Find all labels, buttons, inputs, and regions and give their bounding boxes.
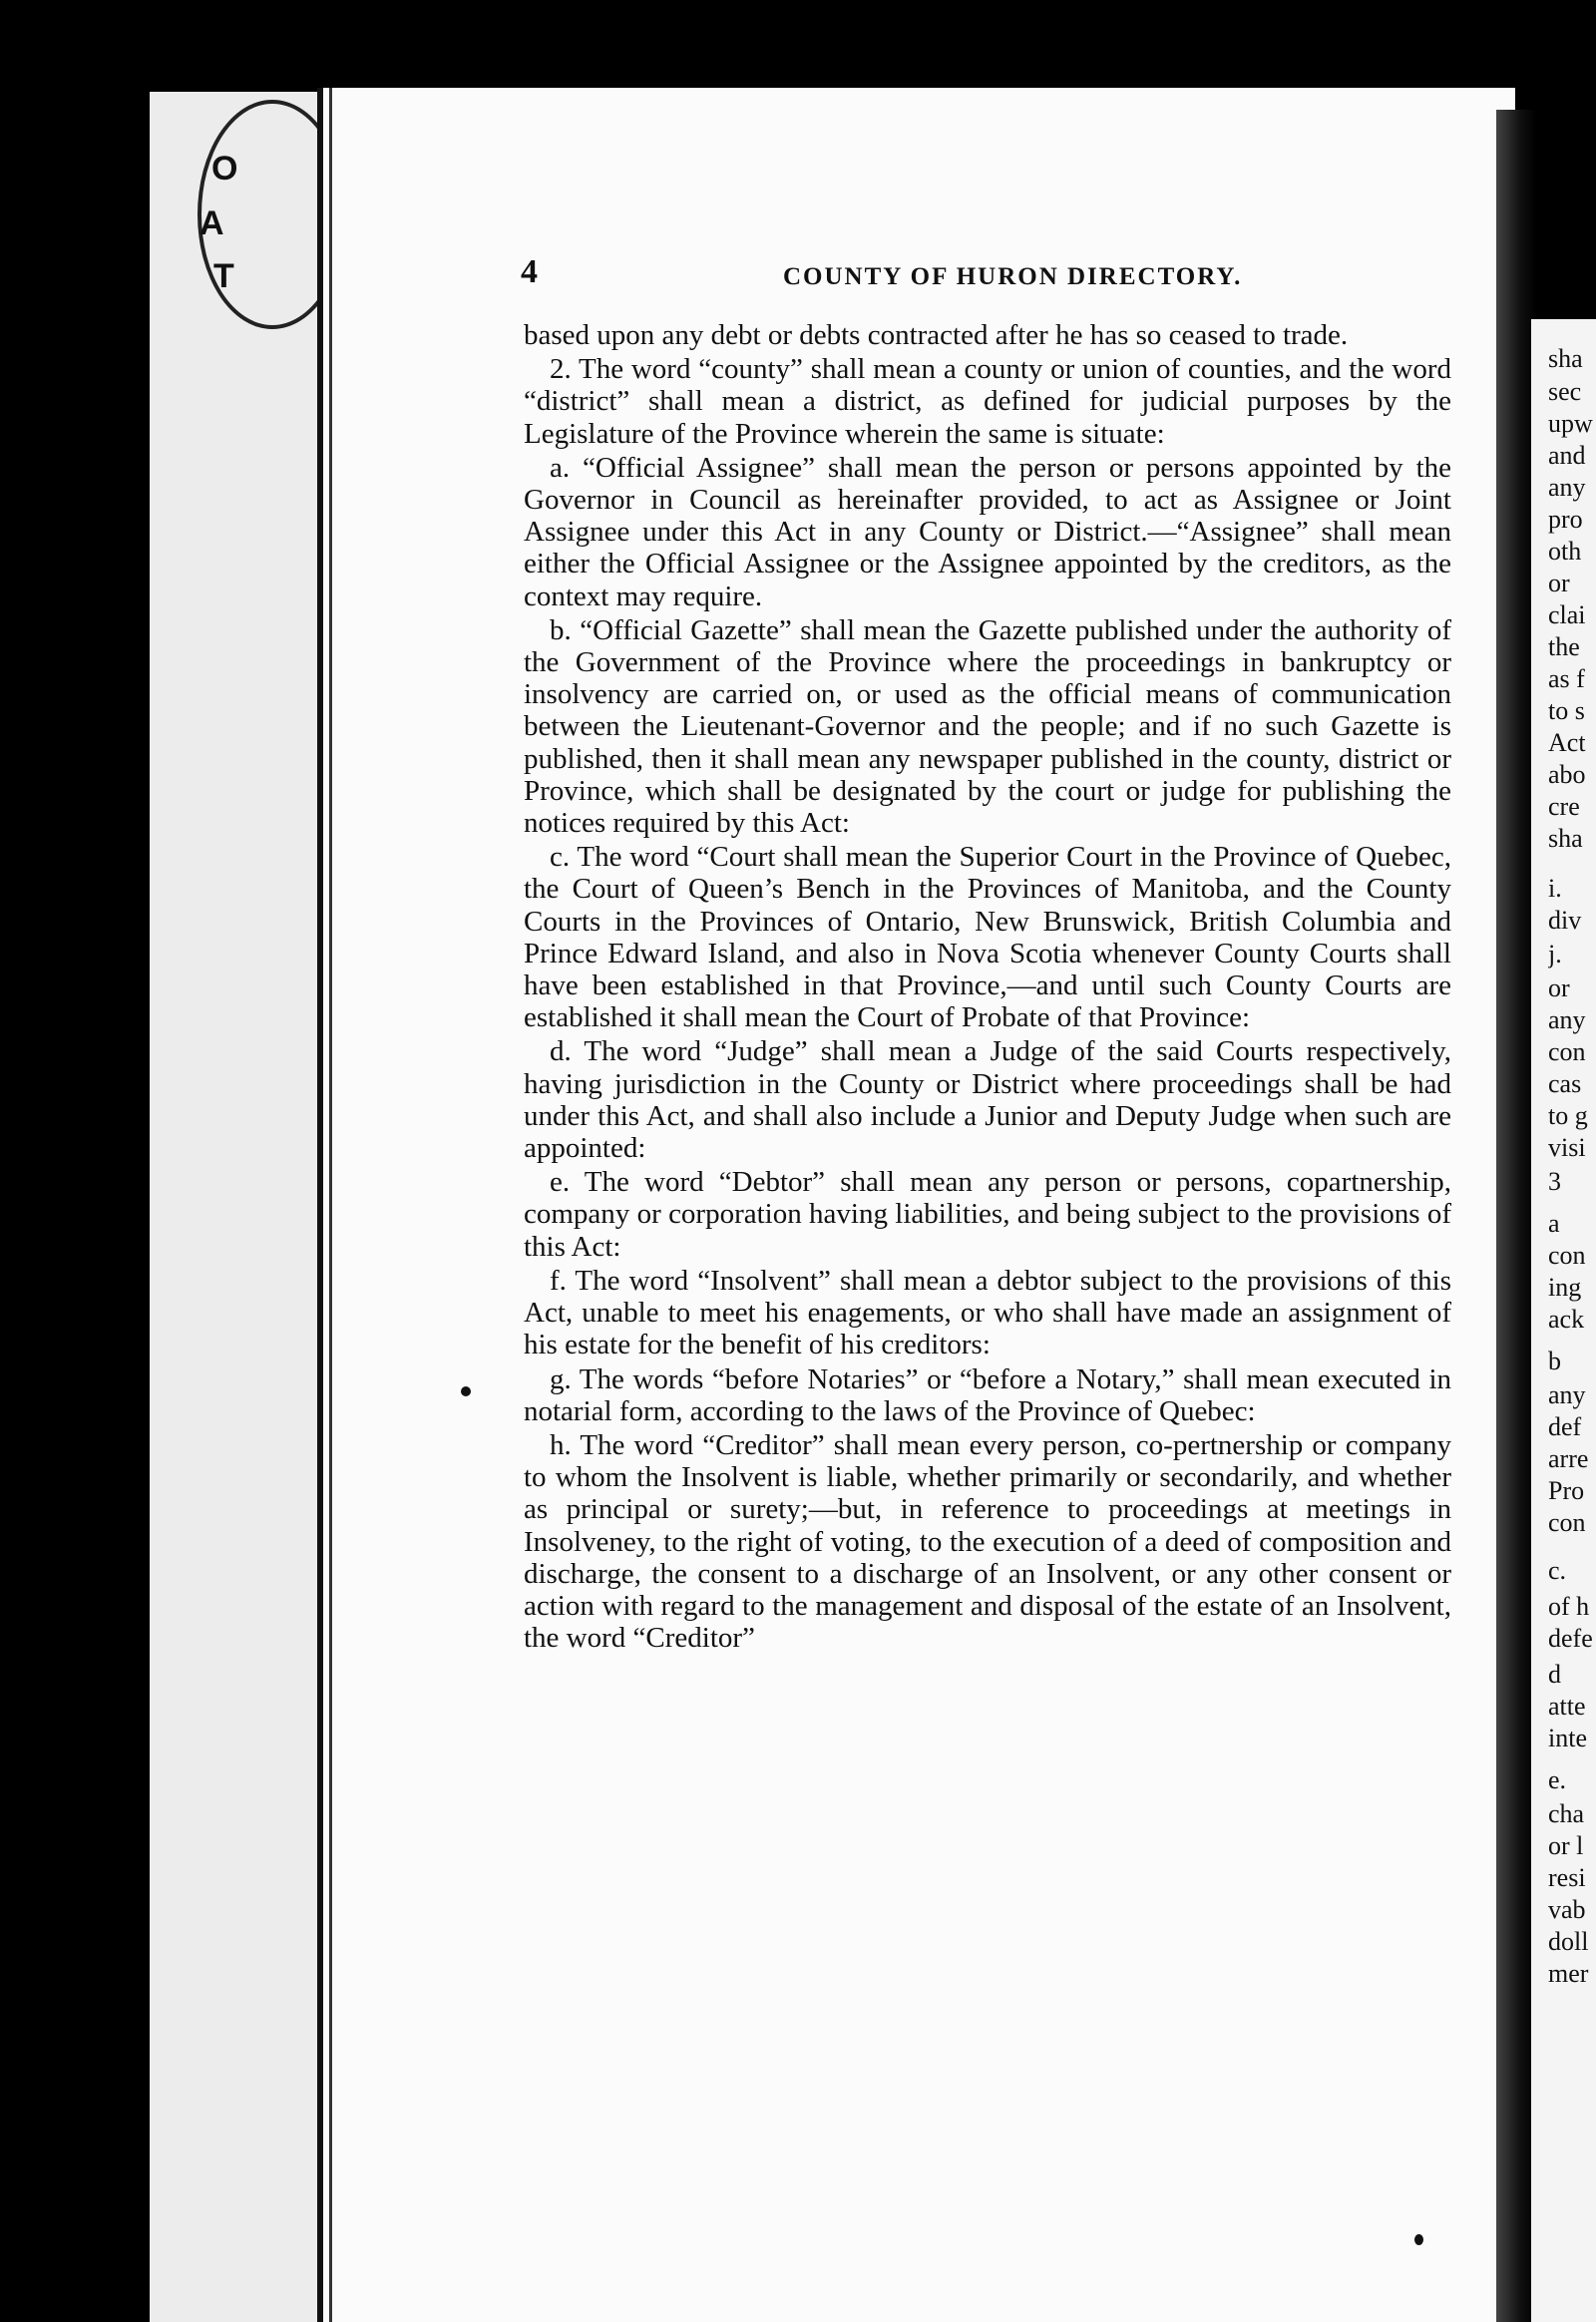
binding-gutter [1496,110,1536,2322]
paragraph-continuation: based upon any debt or debts contracted after he has so ceased to trade. [524,319,1349,351]
facing-page-fragment: cas [1548,1069,1582,1098]
facing-page-fragment: mer [1548,1959,1589,1988]
facing-page-fragment: the [1548,632,1580,661]
facing-page-fragment: sec [1548,377,1582,406]
facing-page-fragment: e. [1548,1765,1567,1794]
facing-page-fragment: upw [1548,409,1593,438]
facing-page-fragment: atte [1548,1692,1586,1721]
facing-page-fragment: abo [1548,760,1586,789]
facing-page-fragment: cha [1548,1799,1585,1828]
facing-page-fragment: con [1548,1241,1586,1270]
stamp-char: O [211,150,238,188]
facing-page-fragment: doll [1548,1927,1589,1956]
facing-page-fragment: any [1548,473,1586,502]
ink-speck [461,1386,471,1396]
facing-page-fragment: pro [1548,505,1583,534]
body-text [524,319,1451,1656]
facing-page-fragment: or l [1548,1831,1584,1860]
facing-page-fragment: con [1548,1037,1586,1066]
facing-page-fragment: ack [1548,1305,1585,1334]
facing-page-fragment: to s [1548,696,1585,725]
facing-page-fragment: oth [1548,537,1582,566]
facing-page-fragment: 3 [1548,1167,1561,1196]
clause-d: d. The word “Judge” shall mean a Judge of the said Courts respectively, having jurisdiction in the County or District where proceedings shall be had under this Act, and shall also include a Junior and Deputy Judge when such are appointed: [524,1035,1451,1165]
ink-speck [1414,2234,1423,2245]
facing-page-fragment: i. [1548,874,1562,903]
clause-f: f. The word “Insolvent” shall mean a debtor subject to the provisions of this Act, unable to meet his enagements, or who shall have made an assignment of his estate for the benefit of his creditors: [524,1264,1451,1361]
facing-page-fragment: any [1548,1380,1586,1409]
facing-page-fragment: to g [1548,1101,1588,1130]
running-title: COUNTY OF HURON DIRECTORY. [783,263,1243,290]
facing-page-fragment: a [1548,1209,1560,1238]
facing-page-fragment: clai [1548,600,1586,629]
stamp-char: T [213,257,234,295]
facing-page-fragment: any [1548,1005,1586,1034]
facing-page-fragment: vab [1548,1895,1586,1924]
facing-page-fragment: Act [1548,728,1586,757]
facing-page-fragment: con [1548,1508,1586,1537]
facing-page-fragment: resi [1548,1863,1586,1892]
facing-page-fragment: ing [1548,1273,1582,1302]
facing-page-fragment: defe [1548,1624,1593,1653]
clause-b: b. “Official Gazette” shall mean the Gazette published under the authority of the Government of the Province where the proceedings in bankruptcy or insolvency are carried on, or used as the official means of communication between the Lieutenant-Governor and the people; and if no such Gazette is published, then it shall mean any newspaper published in the county, district or Province, which shall be designated by the court or judge for publishing the notices required by this Act: [524,613,1451,840]
page-number: 4 [521,253,538,290]
section-2: 2. The word “county” shall mean a county or union of counties, and the word “district” shall mean a district, as defined for judicial purposes by the Legislature of the Province wherein the same is situate: [524,353,1451,450]
clause-h: h. The word “Creditor” shall mean every person, co-pertnership or company to whom the Insolvent is liable, whether primarily or secondarily, and whether as principal or surety;—but, in reference to proceedings at meetings in Insolveney, to the right of voting, to the execution of a deed of composition and discharge, the consent to a discharge of an Insolvent, or any other consent or action with regard to the management and disposal of the estate of an Insolvent, the word “Creditor” [524,1428,1451,1655]
facing-page-fragment: d [1548,1660,1561,1689]
left-facing-page-edge [150,92,319,2322]
clause-g: g. The words “before Notaries” or “before a Notary,” shall mean executed in notarial form, according to the laws of the Province of Quebec: [524,1362,1451,1427]
facing-page-fragment: j. [1548,940,1562,968]
facing-page-fragment: as f [1548,664,1585,693]
facing-page-fragment: sha [1548,824,1583,853]
facing-page-fragment: b [1548,1347,1561,1375]
facing-page-fragment: c. [1548,1556,1567,1585]
facing-page-fragment: cre [1548,792,1580,821]
clause-a: a. “Official Assignee” shall mean the person or persons appointed by the Governor in Council as hereinafter provided, to act as Assignee or Joint Assignee under this Act in any County or District.—“Assignee” shall mean either the Official Assignee or the Assignee appointed by the creditors, as the context may require. [524,451,1451,612]
facing-page-fragment: def [1548,1412,1582,1441]
facing-page-fragment: of h [1548,1592,1590,1621]
facing-page-fragment: div [1548,906,1582,935]
clause-c: c. The word “Court shall mean the Superior Court in the Province of Quebec, the Court of Queen’s Bench in the Provinces of Manitoba, and the County Courts in the Provinces of Ontario, New Brunswick, British Columbia and Prince Edward Island, and also in Nova Scotia whenever County Courts shall have been established in that Province,—and until such County Courts are established it shall mean the Court of Probate of that Province: [524,841,1451,1034]
clause-e: e. The word “Debtor” shall mean any person or persons, copartnership, company or corporation having liabilities, and being subject to the provisions of this Act: [524,1166,1451,1263]
facing-page-fragment: visi [1548,1133,1586,1162]
facing-page-fragment: sha [1548,344,1583,373]
facing-page-fragment: or [1548,973,1570,1002]
page-edge-rule [329,88,332,2322]
facing-page-fragment: Pro [1548,1476,1585,1505]
facing-page-fragment: inte [1548,1724,1587,1752]
facing-page-fragment: arre [1548,1444,1589,1473]
stamp-char: A [200,204,224,242]
facing-page-fragment: or [1548,569,1570,597]
facing-page-fragment: and [1548,441,1586,470]
